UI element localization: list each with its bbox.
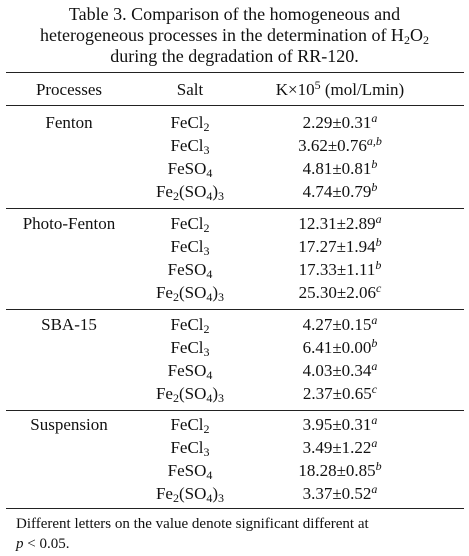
salt-fe2so43: $Fe_2(SO_4)_3$: [155, 384, 225, 405]
salt-fecl3: FeCl$_3$: [170, 237, 210, 258]
salt-feso4: FeSO$_4$: [167, 461, 213, 482]
table-caption: [0, 4, 469, 67]
significance-letter: a: [371, 436, 378, 450]
k-value: 4.27±0.15$^a$: [302, 313, 378, 334]
bottom-rule: [6, 508, 464, 509]
k-value: 2.37±0.65$^c$: [302, 382, 378, 403]
group-rule: [6, 309, 464, 310]
k-value: 6.41±0.00$^b$: [302, 336, 378, 357]
k-value: $3.62\pm 0.76^{a,b}$: [298, 134, 382, 155]
significance-letter: a: [371, 359, 378, 373]
salt-fecl3: FeCl$_3$: [170, 338, 210, 359]
process-name: Suspension: [30, 415, 108, 434]
k-value: 3.37±0.52$^a$: [302, 482, 378, 503]
footnote-line-1: Different letters on the value denote significant different at: [16, 516, 369, 532]
k-value: 18.28±0.85$^b$: [298, 459, 382, 480]
group-rule: [6, 410, 464, 411]
caption-line-3: during the degradation of RR-120.: [110, 46, 359, 66]
process-name: Fenton: [45, 113, 93, 132]
significance-letter: a: [371, 482, 378, 496]
header-salt: Salt: [176, 80, 204, 99]
salt-fecl2: FeCl$_2$: [170, 113, 210, 134]
salt-fecl2: FeCl$_2$: [170, 415, 210, 436]
significance-letter: b: [375, 459, 382, 473]
header-rule: [6, 105, 464, 106]
footnote-line-2: p < 0.05.: [16, 536, 70, 552]
k-value: 3.95±0.31$^a$: [302, 413, 378, 434]
k-value: 17.33±1.11$^b$: [298, 258, 382, 279]
significance-letter: b: [371, 157, 378, 171]
salt-feso4: FeSO$_4$: [167, 260, 213, 281]
significance-letter: b: [375, 258, 382, 272]
salt-feso4: FeSO$_4$: [167, 361, 213, 382]
group-rule: [6, 208, 464, 209]
significance-letter: a: [371, 413, 378, 427]
significance-letter: c: [371, 382, 378, 396]
k-value: 3.49±1.22$^a$: [302, 436, 378, 457]
header-k: $K\times 10^5$ (mol/Lmin): [275, 78, 405, 99]
significance-letter: a: [371, 111, 378, 125]
k-value: 17.27±1.94$^b$: [298, 235, 382, 256]
k-value: 25.30±2.06$^c$: [298, 281, 382, 302]
k-value: 4.81±0.81$^b$: [302, 157, 378, 178]
k-value: 12.31±2.89$^a$: [298, 212, 382, 233]
significance-letter: a,b: [366, 134, 382, 148]
header-processes: Processes: [35, 80, 103, 99]
salt-fecl3: FeCl$_3$: [170, 136, 210, 157]
significance-letter: a: [371, 313, 378, 327]
k-value: 4.03±0.34$^a$: [302, 359, 378, 380]
significance-letter: b: [371, 336, 378, 350]
caption-line-2: heterogeneous processes in the determination of $H_2O_2$: [40, 25, 429, 47]
table-footnote: [16, 514, 456, 554]
significance-letter: c: [376, 281, 382, 295]
top-rule: [6, 72, 464, 73]
salt-fe2so43: $Fe_2(SO_4)_3$: [155, 182, 225, 203]
salt-feso4: FeSO$_4$: [167, 159, 213, 180]
salt-fe2so43: $Fe_2(SO_4)_3$: [155, 484, 225, 505]
significance-letter: a: [375, 212, 382, 226]
k-value: 4.74±0.79$^b$: [302, 180, 378, 201]
salt-fe2so43: $Fe_2(SO_4)_3$: [155, 283, 225, 304]
caption-line-1: Table 3. Comparison of the homogeneous and: [68, 4, 401, 24]
salt-fecl3: FeCl$_3$: [170, 438, 210, 459]
k-value: 2.29±0.31$^a$: [302, 111, 378, 132]
significance-letter: b: [375, 235, 382, 249]
process-name: SBA-15: [41, 315, 97, 334]
significance-letter: b: [371, 180, 378, 194]
process-name: Photo-Fenton: [22, 214, 116, 233]
salt-fecl2: FeCl$_2$: [170, 214, 210, 235]
salt-fecl2: FeCl$_2$: [170, 315, 210, 336]
